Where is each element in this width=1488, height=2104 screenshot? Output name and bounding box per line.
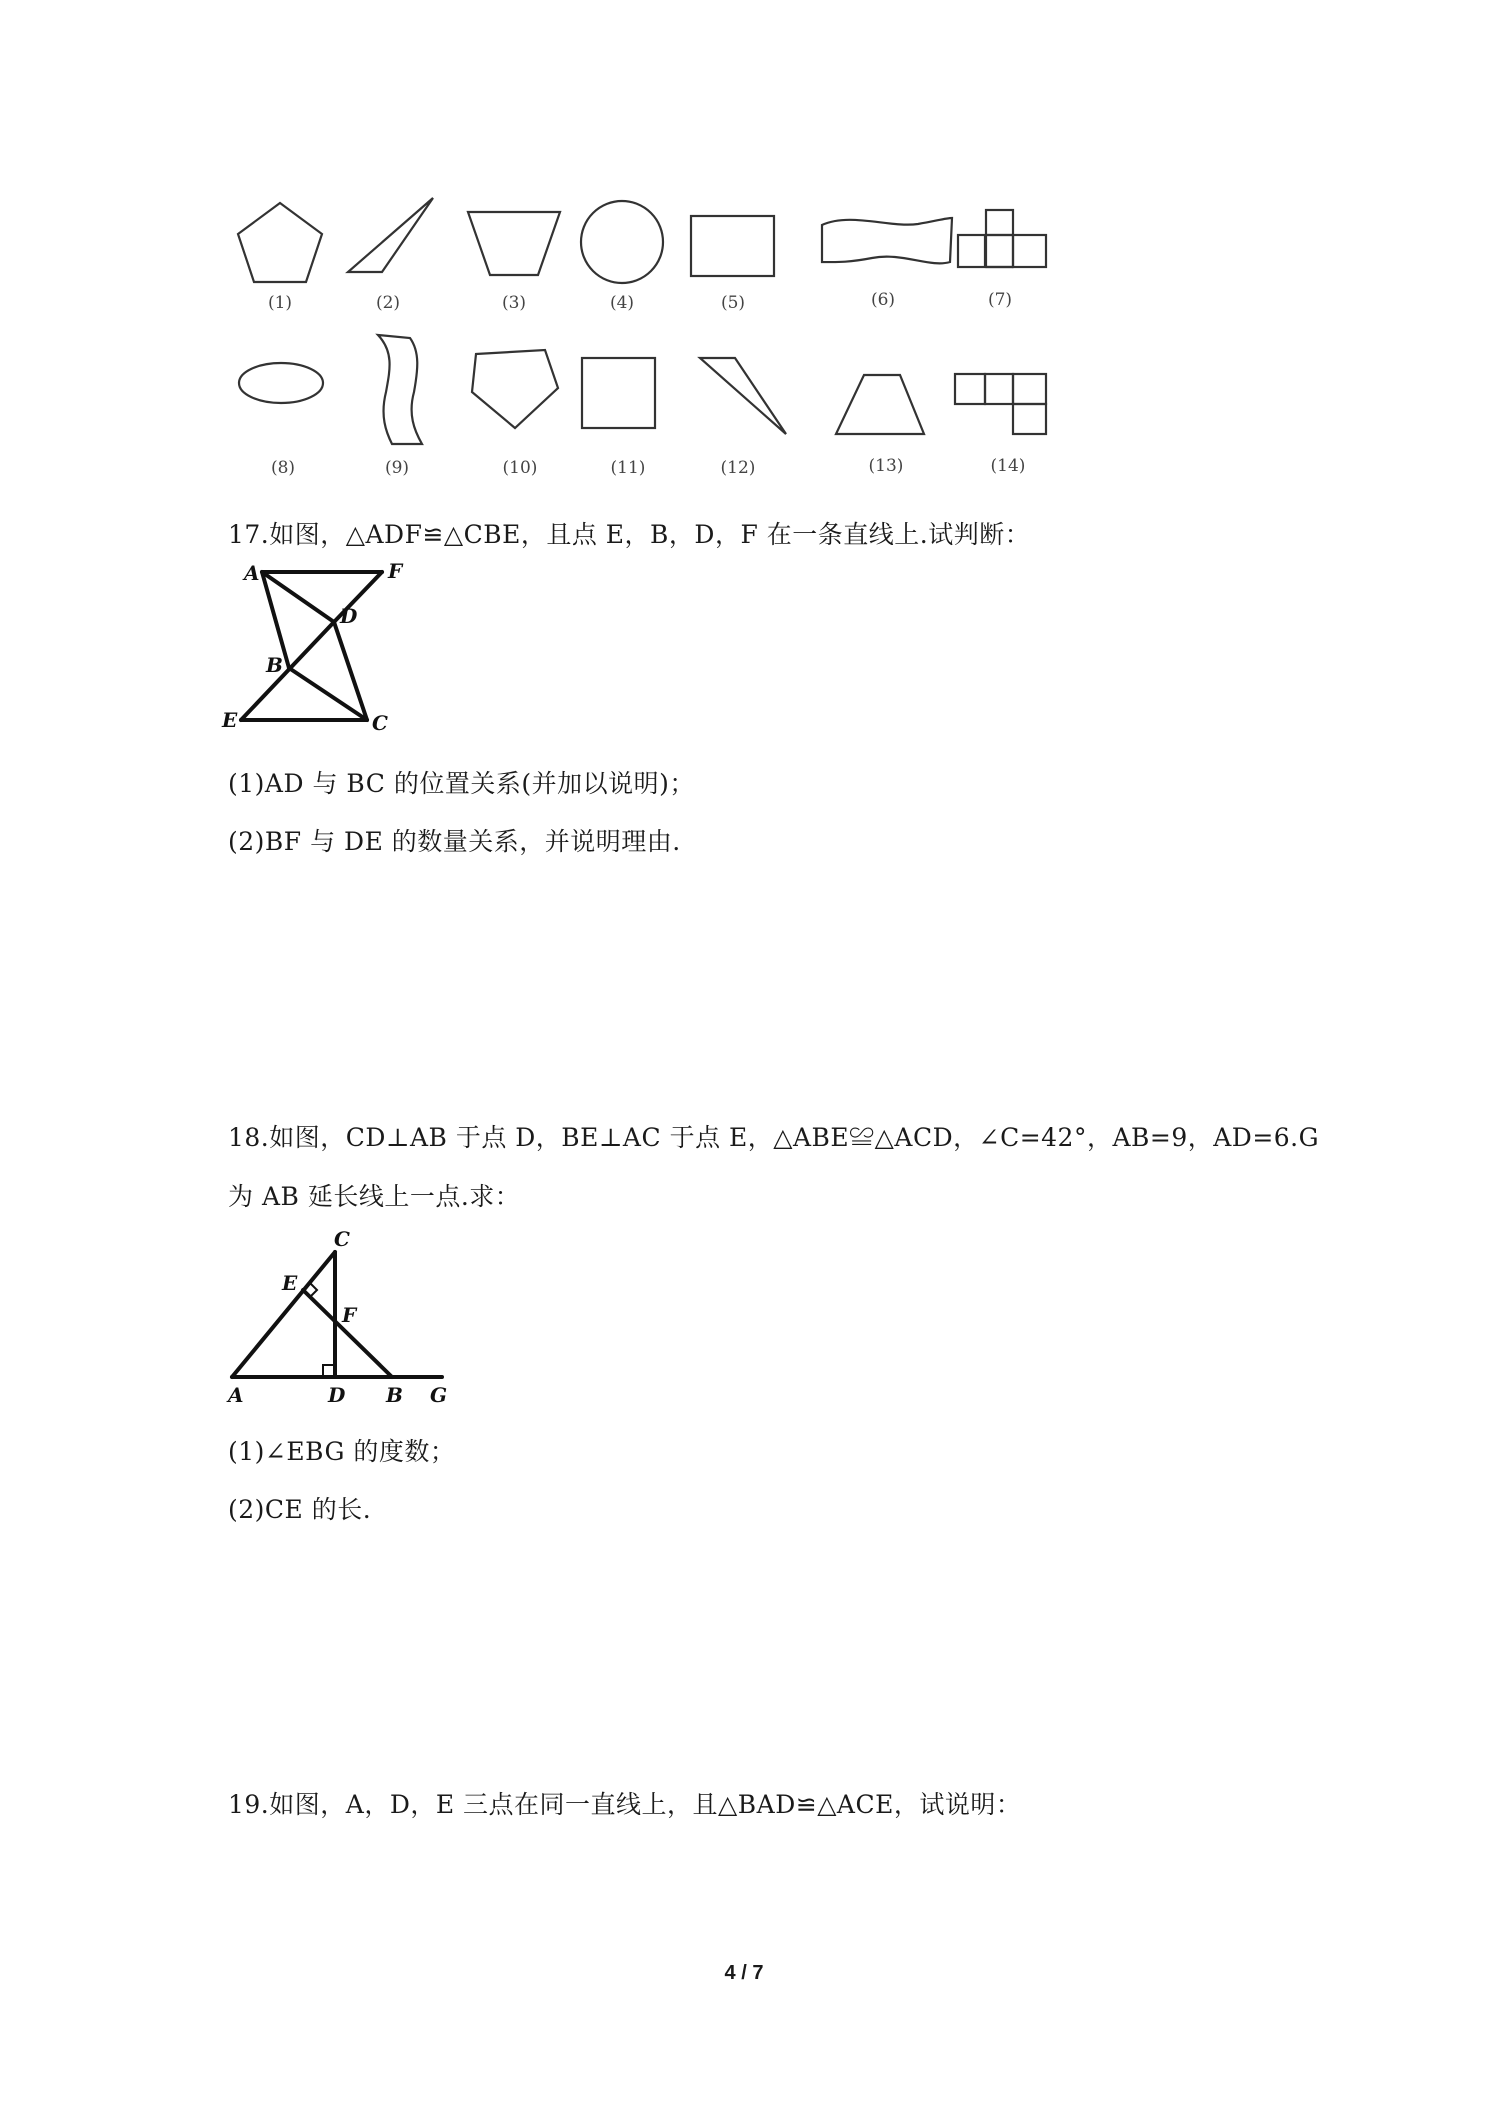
shape-caption: (14) bbox=[990, 456, 1026, 476]
cube-net-shape-b bbox=[955, 374, 1046, 434]
shape-caption: (7) bbox=[987, 290, 1013, 310]
shape-caption: (12) bbox=[720, 458, 756, 478]
circle-shape bbox=[581, 201, 663, 283]
curved-band-shape bbox=[822, 218, 952, 263]
thin-triangle-shape-2 bbox=[700, 358, 786, 434]
shape-caption: (5) bbox=[720, 293, 746, 313]
point-label-d: D bbox=[328, 1383, 346, 1407]
pentagon-shape bbox=[238, 203, 322, 282]
point-label-c: C bbox=[334, 1227, 350, 1251]
inverted-trapezoid-shape bbox=[468, 212, 560, 275]
q18-part1: (1)∠EBG 的度数； bbox=[228, 1437, 456, 1466]
point-label-b: B bbox=[266, 653, 283, 677]
shape-caption: (9) bbox=[384, 458, 410, 478]
shape-caption: (10) bbox=[502, 458, 538, 478]
point-label-b: B bbox=[386, 1383, 403, 1407]
square-shape bbox=[582, 358, 655, 428]
trapezoid-shape bbox=[836, 375, 924, 434]
q18-stem-line1: 18.如图，CD⊥AB 于点 D，BE⊥AC 于点 E，△ABE≌△ACD，∠C=42°，AB=9，AD=6.G bbox=[228, 1123, 1320, 1152]
q17-part1: (1)AD 与 BC 的位置关系(并加以说明)； bbox=[228, 769, 695, 798]
pentagon-shape-2 bbox=[472, 350, 558, 428]
point-label-f: F bbox=[388, 559, 403, 583]
point-label-e: E bbox=[222, 708, 238, 732]
shape-caption: (2) bbox=[375, 293, 401, 313]
shape-caption: (4) bbox=[609, 293, 635, 313]
shape-caption: (3) bbox=[501, 293, 527, 313]
q17-stem: 17.如图，△ADF≌△CBE，且点 E，B，D，F 在一条直线上.试判断： bbox=[228, 520, 1031, 549]
shape-caption: (8) bbox=[270, 458, 296, 478]
shape-caption: (6) bbox=[870, 290, 896, 310]
q18-part2: (2)CE 的长. bbox=[228, 1495, 372, 1524]
shape-caption: (13) bbox=[868, 456, 904, 476]
shape-caption: (1) bbox=[267, 293, 293, 313]
shape-caption: (11) bbox=[610, 458, 646, 478]
point-label-e: E bbox=[282, 1271, 298, 1295]
wavy-strip-shape bbox=[378, 335, 422, 444]
q17-figure bbox=[222, 559, 442, 735]
q17-part2: (2)BF 与 DE 的数量关系，并说明理由. bbox=[228, 827, 681, 856]
point-label-a: A bbox=[228, 1383, 244, 1407]
point-label-d: D bbox=[340, 604, 358, 628]
cube-net-shape-a bbox=[958, 210, 1046, 267]
point-label-g: G bbox=[430, 1383, 448, 1407]
point-label-c: C bbox=[372, 711, 388, 735]
thin-triangle-shape bbox=[348, 198, 433, 272]
page-number: 4 / 7 bbox=[724, 1962, 764, 1984]
q18-stem-line2: 为 AB 延长线上一点.求： bbox=[228, 1182, 521, 1211]
point-label-f: F bbox=[342, 1303, 357, 1327]
point-label-a: A bbox=[244, 561, 260, 585]
rectangle-shape bbox=[691, 216, 774, 276]
shapes-figure bbox=[0, 0, 1488, 500]
q18-figure bbox=[222, 1227, 462, 1407]
ellipse-shape bbox=[239, 363, 323, 403]
q19-stem: 19.如图，A，D，E 三点在同一直线上，且△BAD≌△ACE，试说明： bbox=[228, 1790, 1022, 1819]
